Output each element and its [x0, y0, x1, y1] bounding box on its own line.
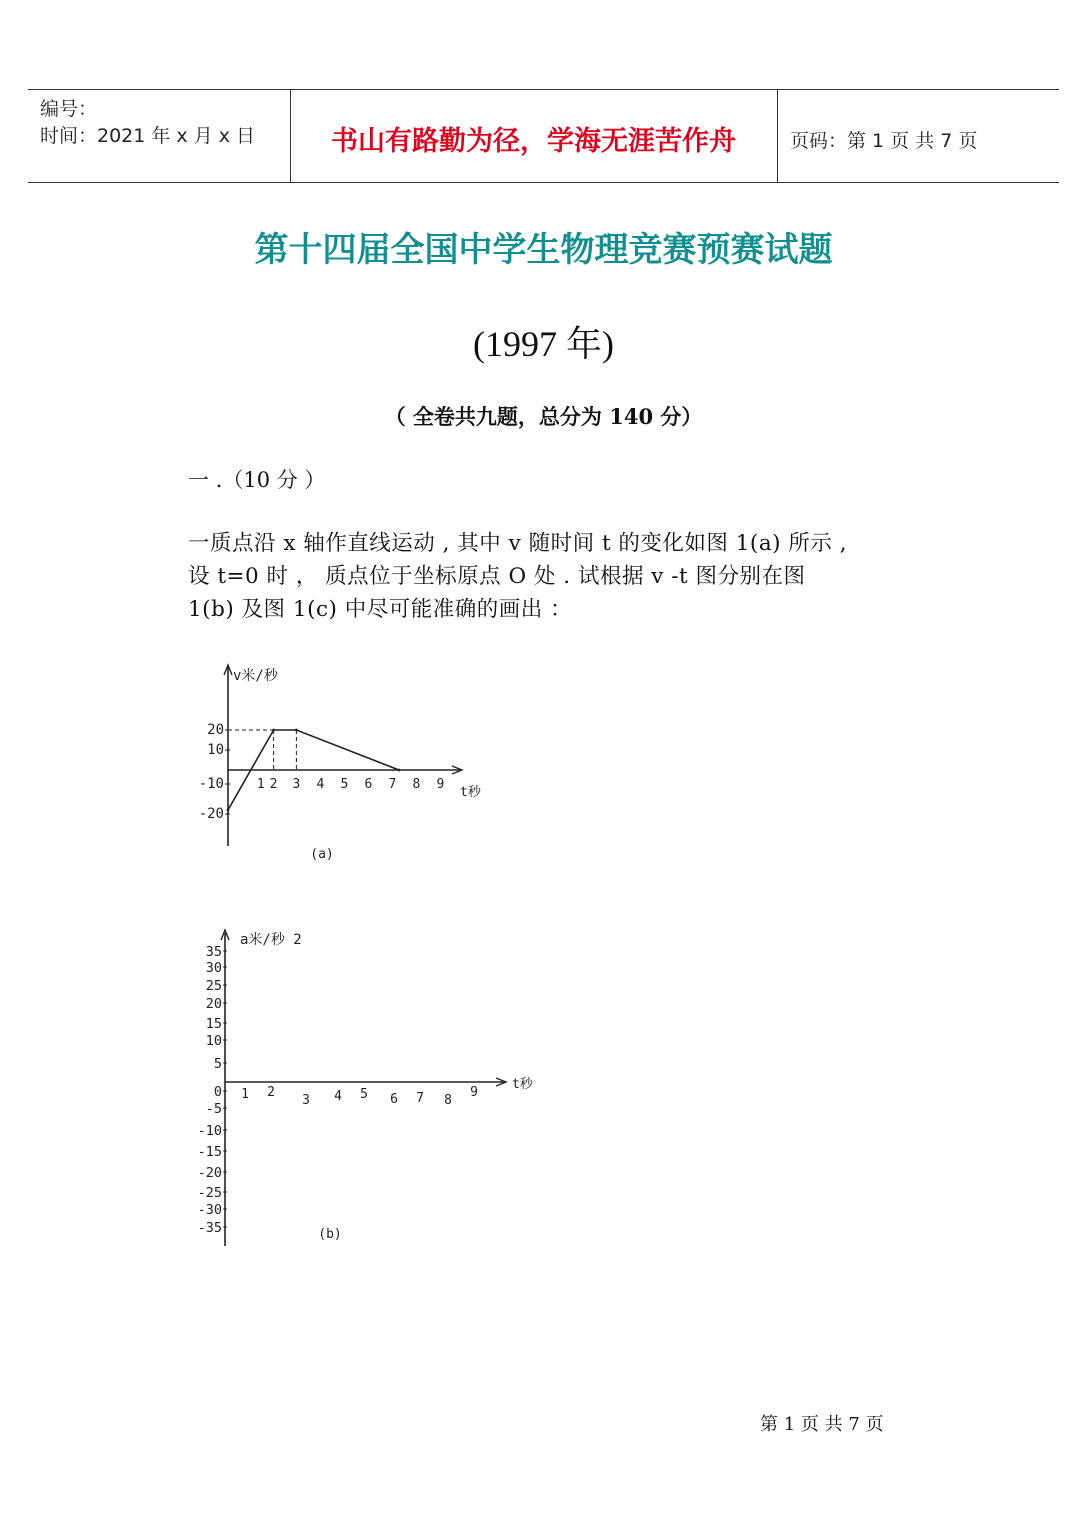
x-tick-label: 1	[241, 1087, 249, 1102]
x-tick-label: 5	[360, 1087, 368, 1102]
y-tick-label: 10	[205, 1033, 222, 1049]
y-axis-label: a米/秒 2	[240, 932, 302, 948]
section-heading: 一 .（10 分 ）	[188, 468, 326, 492]
y-tick-label: -15	[197, 1144, 222, 1160]
x-tick-label: 1	[256, 777, 265, 792]
x-tick-label: 4	[316, 777, 325, 792]
x-tick-label: 6	[364, 777, 373, 792]
x-axis-label: t秒	[512, 1077, 533, 1092]
x-tick-label: 7	[416, 1091, 424, 1106]
x-tick-label: 2	[267, 1085, 275, 1100]
x-tick-label: 9	[470, 1085, 478, 1100]
problem-text-line-2: 设 t=0 时 ， 质点位于坐标原点 O 处 . 试根据 v -t 图分别在图	[188, 564, 806, 589]
figure-a-caption: (a)	[310, 847, 334, 862]
header-motto: 书山有路勤为径，学海无涯苦作舟	[331, 126, 736, 157]
x-tick-label: 4	[334, 1089, 342, 1104]
x-tick-label: 3	[302, 1093, 310, 1108]
document-title: 第十四届全国中学生物理竞赛预赛试题	[254, 230, 833, 270]
y-tick-label: 20	[205, 996, 222, 1012]
y-tick-label: 15	[205, 1016, 222, 1032]
y-tick-label: -35	[197, 1220, 222, 1236]
y-axis-label: v米/秒	[233, 668, 278, 684]
y-tick-label: 5	[213, 1056, 222, 1072]
x-tick-label: 2	[269, 777, 278, 792]
y-tick-label: -20	[197, 1165, 222, 1181]
serial-number-label: 编号：	[40, 98, 98, 120]
y-tick-label: 25	[205, 978, 222, 994]
x-tick-label: 6	[390, 1092, 398, 1107]
x-tick-label: 8	[444, 1093, 452, 1108]
x-tick-label: 9	[436, 777, 445, 792]
y-tick-label: 0	[213, 1084, 222, 1100]
document-year: (1997 年)	[473, 324, 614, 364]
x-tick-label: 8	[412, 777, 421, 792]
x-axis-label: t秒	[460, 785, 481, 800]
y-tick-label: -30	[197, 1202, 222, 1218]
total-score-note: （ 全卷共九题，总分为 140 分）	[384, 404, 703, 429]
page-indicator: 页码：第 1 页 共 7 页	[790, 130, 978, 152]
x-tick-label: 5	[340, 777, 349, 792]
problem-text-line-1: 一质点沿 x 轴作直线运动 , 其中 v 随时间 t 的变化如图 1(a) 所示 ,	[188, 531, 848, 556]
y-tick-label: -10	[198, 776, 224, 792]
page-footer: 第 1 页 共 7 页	[760, 1414, 884, 1435]
y-tick-label: 10	[207, 742, 224, 758]
date-label: 时间：2021 年 x 月 x 日	[40, 125, 256, 147]
y-tick-label: 20	[207, 722, 224, 738]
y-tick-label: -25	[197, 1185, 222, 1201]
y-tick-label: 30	[205, 960, 222, 976]
x-tick-label: 7	[388, 777, 397, 792]
y-tick-label: -5	[205, 1101, 222, 1117]
y-tick-label: -20	[198, 806, 224, 822]
y-tick-label: -10	[197, 1123, 222, 1139]
y-tick-label: 35	[205, 944, 222, 960]
problem-text-line-3: 1(b) 及图 1(c) 中尽可能准确的画出 ：	[188, 597, 573, 622]
x-tick-label: 3	[292, 777, 301, 792]
figure-b-caption: (b)	[318, 1227, 342, 1242]
